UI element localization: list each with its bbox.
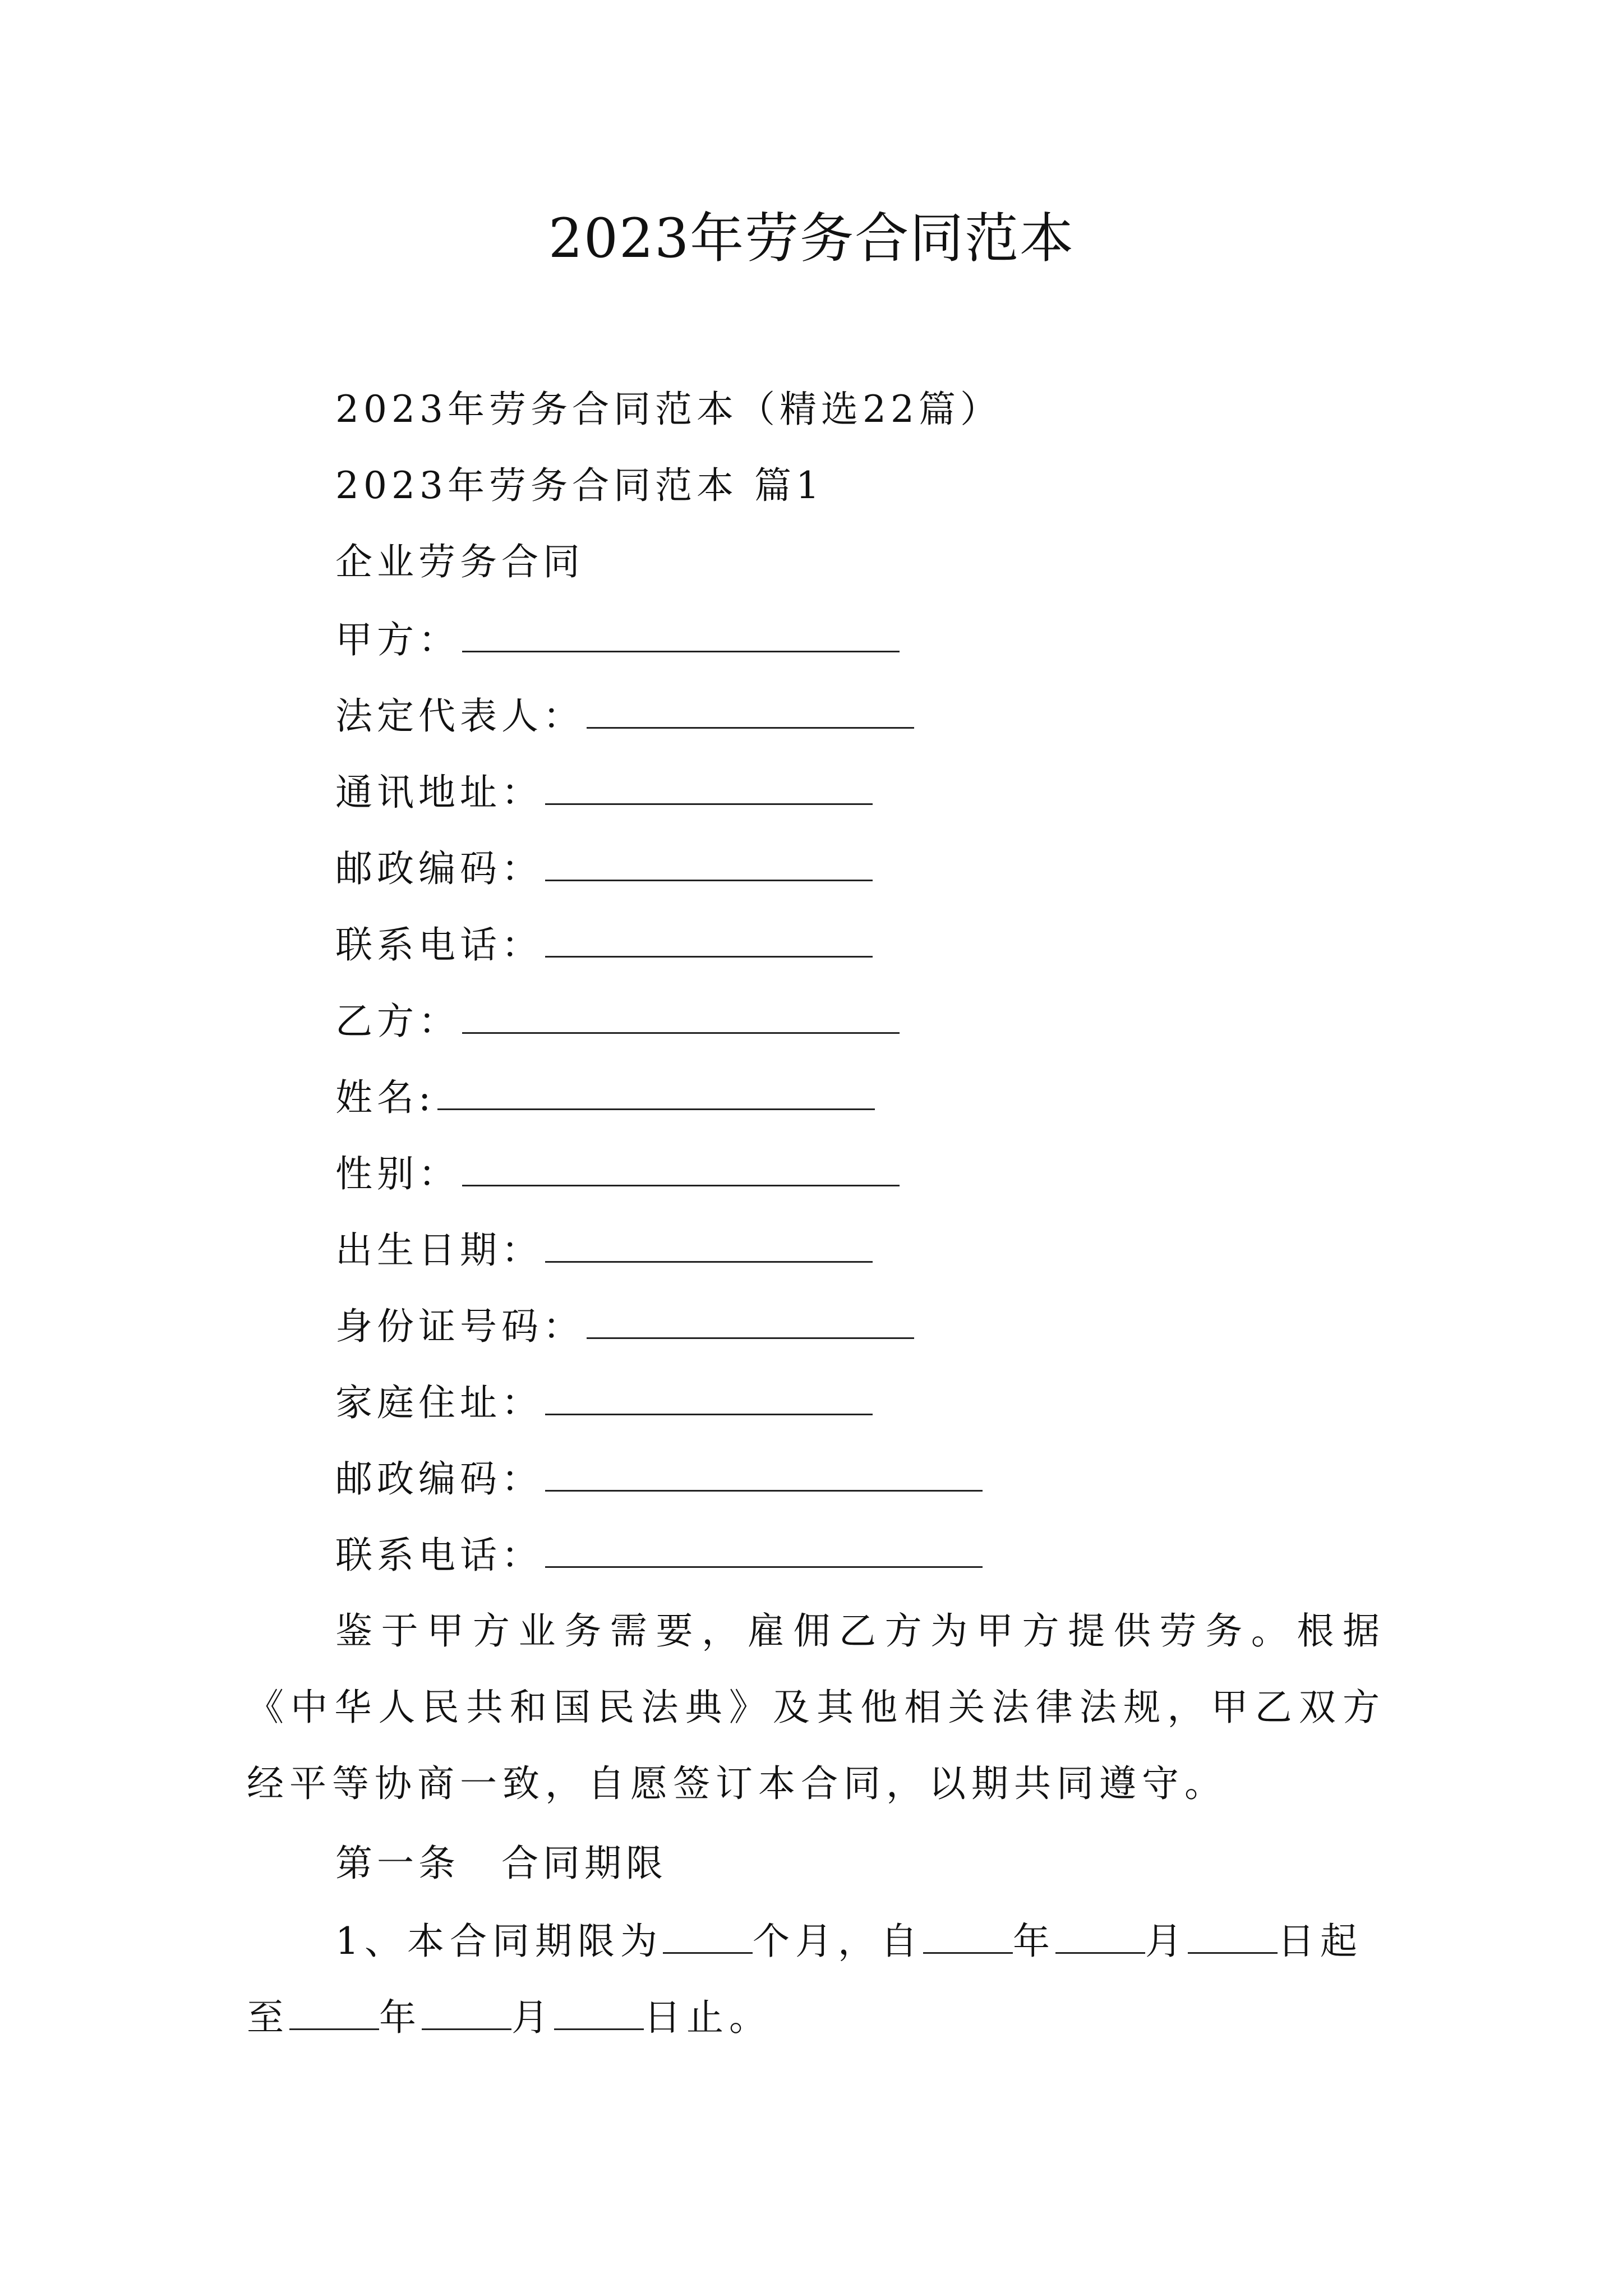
party-b-phone-row [335, 1531, 983, 1578]
article-1-heading: 第一条 合同期限 [335, 1842, 667, 1885]
home-address-label: 家庭住址： [335, 1381, 543, 1424]
clause-text: 日起 [1278, 1920, 1363, 1963]
document-title: 2023年劳务合同范本 [548, 207, 1075, 270]
preamble-paragraph: 鉴于甲方业务需要，雇佣乙方为甲方提供劳务。根据《中华人民共和国民法典》及其他相关法律法规，甲乙双方经平等协商一致，自愿签订本合同，以期共同遵守。 [247, 1609, 1385, 1805]
clause-1-line-2 [247, 1994, 772, 2040]
id-number-label: 身份证号码： [335, 1305, 584, 1348]
name-field[interactable] [437, 1074, 875, 1110]
gender-label: 性别： [335, 1152, 460, 1195]
clause-text: 年 [379, 1996, 422, 2039]
party-b-postcode-field[interactable] [545, 1455, 983, 1492]
address-label: 通讯地址： [335, 771, 543, 814]
party-a-field[interactable] [462, 616, 900, 652]
id-number-row [335, 1303, 914, 1349]
party-a-phone-row [335, 921, 873, 968]
party-b-row [335, 997, 900, 1044]
clause-text: 1、本合同期限为 [335, 1920, 663, 1963]
start-year-blank[interactable] [923, 1917, 1013, 1954]
id-number-field[interactable] [587, 1303, 914, 1339]
party-a-postcode-field[interactable] [545, 845, 873, 881]
birth-row [335, 1226, 873, 1273]
legal-rep-field[interactable] [587, 692, 914, 729]
name-label: 姓名: [335, 1076, 436, 1119]
clause-text: 月 [1145, 1920, 1188, 1963]
legal-rep-row [335, 692, 914, 739]
clause-text: 月 [511, 1996, 554, 2039]
party-a-postcode-label: 邮政编码： [335, 847, 543, 890]
gender-field[interactable] [462, 1150, 900, 1186]
months-blank[interactable] [663, 1917, 753, 1954]
name-row [335, 1074, 875, 1120]
clause-text: 至 [247, 1996, 289, 2039]
party-b-phone-field[interactable] [545, 1531, 983, 1568]
section-heading: 2023年劳务合同范本 篇1 [335, 464, 824, 507]
clause-text: 个月，自 [753, 1920, 923, 1963]
start-day-blank[interactable] [1188, 1917, 1278, 1954]
party-a-postcode-row [335, 845, 873, 891]
end-day-blank[interactable] [554, 1994, 644, 2030]
clause-1-line-1 [335, 1917, 1363, 1964]
party-a-label: 甲方： [335, 618, 460, 661]
home-address-row [335, 1379, 873, 1425]
party-b-postcode-row [335, 1455, 983, 1502]
party-a-row [335, 616, 900, 662]
party-b-field[interactable] [462, 997, 900, 1034]
party-b-phone-label: 联系电话： [335, 1534, 543, 1577]
gender-row [335, 1150, 900, 1197]
end-month-blank[interactable] [422, 1994, 511, 2030]
party-b-label: 乙方： [335, 1000, 460, 1043]
home-address-field[interactable] [545, 1379, 873, 1415]
address-row [335, 769, 873, 815]
contract-name: 企业劳务合同 [335, 540, 584, 583]
clause-text: 日止。 [644, 1996, 772, 2039]
address-field[interactable] [545, 769, 873, 805]
party-a-phone-label: 联系电话： [335, 923, 543, 967]
subtitle: 2023年劳务合同范本（精选22篇） [335, 388, 1002, 431]
party-a-phone-field[interactable] [545, 921, 873, 958]
party-b-postcode-label: 邮政编码： [335, 1457, 543, 1501]
start-month-blank[interactable] [1055, 1917, 1145, 1954]
birth-field[interactable] [545, 1226, 873, 1263]
clause-text: 年 [1013, 1920, 1055, 1963]
birth-label: 出生日期： [335, 1228, 543, 1272]
end-year-blank[interactable] [289, 1994, 379, 2030]
legal-rep-label: 法定代表人： [335, 694, 584, 738]
